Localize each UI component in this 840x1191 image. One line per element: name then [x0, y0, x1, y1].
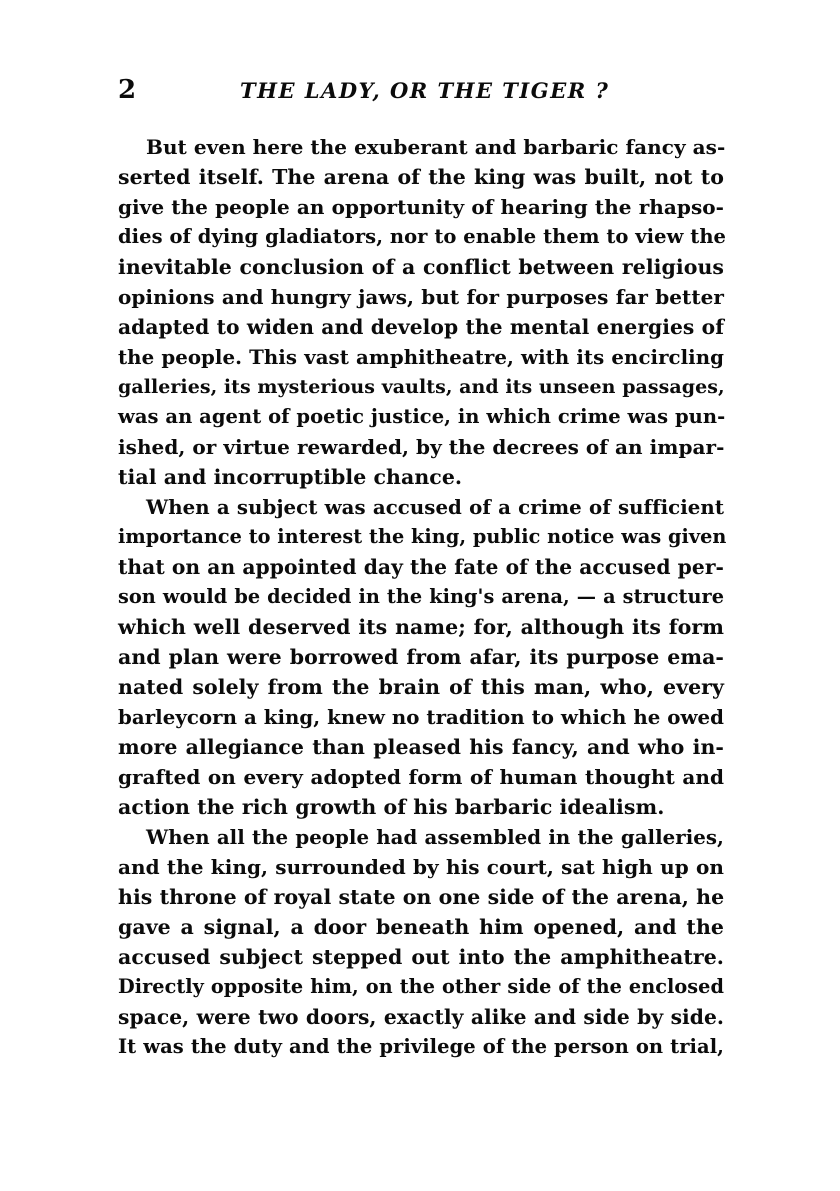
running-title: THE LADY, OR THE TIGER ?: [240, 78, 610, 103]
text-line: inevitable conclusion of a conflict between religious: [118, 255, 724, 279]
running-head: [118, 74, 724, 110]
text-line: opinions and hungry jaws, but for purposes far better: [118, 285, 724, 309]
text-line: When a subject was accused of a crime of sufficient: [146, 495, 724, 519]
text-line: importance to interest the king, public notice was given: [118, 525, 727, 548]
text-line: When all the people had assembled in the galleries,: [146, 825, 724, 849]
text-line: Directly opposite him, on the other side of the enclosed: [118, 975, 724, 998]
text-line: son would be decided in the king's arena, — a structure: [118, 585, 724, 608]
page-number: 2: [118, 75, 137, 105]
text-line: which well deserved its name; for, although its form: [118, 615, 724, 639]
text-line: space, were two doors, exactly alike and side by side.: [118, 1005, 724, 1029]
paragraph-1: [118, 132, 727, 492]
text-line: galleries, its mysterious vaults, and its unseen passages,: [118, 376, 725, 398]
text-line: gave a signal, a door beneath him opened, and the: [118, 915, 724, 939]
text-line: his throne of royal state on one side of the arena, he: [118, 885, 725, 909]
body-text: [118, 132, 727, 1062]
text-line: It was the duty and the privilege of the person on trial,: [118, 1035, 724, 1058]
paragraph-3: [118, 822, 724, 1062]
text-line: adapted to widen and develop the mental energies of: [118, 315, 724, 339]
text-line: more allegiance than pleased his fancy, and who in-: [118, 735, 724, 759]
text-line: give the people an opportunity of hearing the rhapso-: [118, 195, 724, 219]
text-line: was an agent of poetic justice, in which crime was pun-: [118, 405, 726, 428]
text-line: barleycorn a king, knew no tradition to which he owed: [118, 705, 725, 729]
text-line: dies of dying gladiators, nor to enable them to view the: [118, 225, 727, 248]
text-line: the people. This vast amphitheatre, with its encircling: [118, 345, 724, 369]
text-line: But even here the exuberant and barbaric fancy as-: [146, 135, 726, 159]
text-line: grafted on every adopted form of human thought and: [118, 765, 724, 789]
text-line: accused subject stepped out into the amphitheatre.: [118, 945, 724, 969]
text-line: serted itself. The arena of the king was built, not to: [118, 165, 724, 189]
text-line: and the king, surrounded by his court, sat high up on: [118, 855, 724, 879]
text-line: nated solely from the brain of this man, who, every: [118, 675, 724, 699]
text-line: and plan were borrowed from afar, its purpose ema-: [118, 645, 724, 669]
text-line: that on an appointed day the fate of the accused per-: [118, 555, 724, 579]
paragraph-2: [118, 492, 727, 822]
text-line: action the rich growth of his barbaric idealism.: [118, 795, 665, 819]
text-line: tial and incorruptible chance.: [118, 465, 463, 489]
text-line: ished, or virtue rewarded, by the decrees of an impar-: [118, 435, 725, 459]
